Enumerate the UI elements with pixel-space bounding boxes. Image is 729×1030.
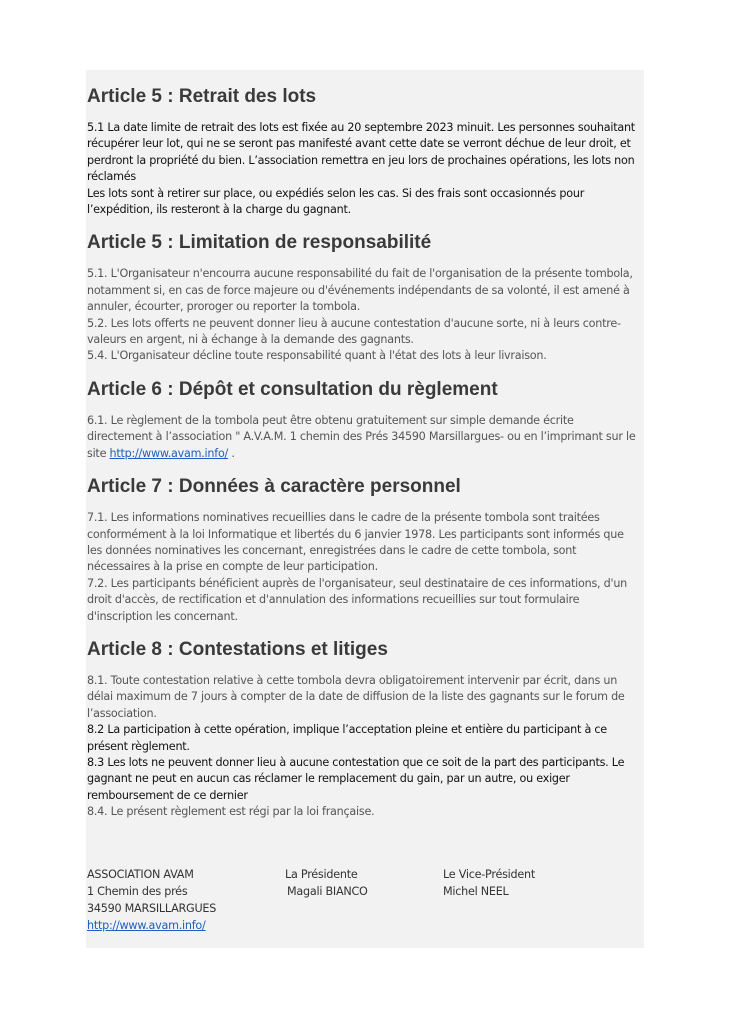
article-donnees-personnelles [87, 474, 642, 625]
paragraph-6-1 [87, 413, 642, 462]
paragraph-8-1: 8.1. Toute contestation relative à cette tombola devra obligatoirement intervenir par écrit, dans un délai maximum de 7 jours à compter de la date de diffusion de la liste des gagnants sur le forum de l’association. [87, 673, 625, 720]
paragraph-8-4: 8.4. Le présent règlement est régi par la loi française. [87, 805, 375, 819]
paragraph-8-2: 8.2 La participation à cette opération, implique l’acceptation pleine et entière du participant à ce présent règlement. [87, 723, 607, 753]
vice-president-role: Le Vice-Président [443, 868, 535, 881]
article-limitation-responsabilite [87, 230, 642, 364]
avam-website-link[interactable]: http://www.avam.info/ [109, 446, 229, 460]
president-signature [285, 866, 368, 900]
paragraph-7-1: 7.1. Les informations nominatives recueillies dans le cadre de la présente tombola sont traitées conformément à la loi Informatique et libertés du 6 janvier 1978. Les participants sont informés que les données nominatives les concernant, enregistrées dans le cadre de cette tombola, sont nécessaires à la prise en compte de leur participation. [87, 511, 624, 574]
paragraph-6-1-text: 6.1. Le règlement de la tombola peut être obtenu gratuitement sur simple demande écrite directement à l’association " A.V.A.M. 1 chemin des Prés 34590 Marsillargues- ou en l’imprimant sur le site [87, 413, 636, 460]
article-title: Article 6 : Dépôt et consultation du règlement [87, 378, 498, 400]
president-role: La Présidente [285, 868, 358, 881]
article-retrait-des-lots [87, 84, 642, 218]
association-street: 1 Chemin des prés [87, 885, 188, 898]
article-depot-consultation [87, 377, 642, 462]
association-address [87, 866, 216, 934]
paragraph-5-1-responsabilite: 5.1. L'Organisateur n'encourra aucune responsabilité du fait de l'organisation de la présente tombola, notamment si, en cas de force majeure ou d'événements indépendants de sa volonté, il est amené à annuler, écourter, proroger ou reporter la tombola. [87, 267, 633, 314]
article-title: Article 7 : Données à caractère personnel [87, 476, 461, 498]
president-name: Magali BIANCO [287, 885, 368, 898]
vice-president-name: Michel NEEL [443, 885, 509, 898]
association-name: ASSOCIATION AVAM [87, 868, 194, 881]
article-title: Article 5 : Retrait des lots [87, 86, 317, 107]
paragraph-8-3: 8.3 Les lots ne peuvent donner lieu à aucune contestation que ce soit de la part des participants. Le gagnant ne peut en aucun cas réclamer le remplacement du gain, par un autre, ou exiger remboursement de ce dernier [87, 755, 625, 802]
article-contestations-litiges [87, 637, 642, 821]
paragraph-7-2: 7.2. Les participants bénéficient auprès de l'organisateur, seul destinataire de ces informations, d'un droit d'accès, de rectification et d'annulation des informations recueillies sur tout formulaire d'inscription les concernant. [87, 576, 628, 623]
document-content [87, 84, 642, 821]
paragraph-5-4: 5.4. L'Organisateur décline toute responsabilité quant à l'état des lots à leur livraison. [87, 349, 547, 363]
paragraph-5-2: 5.2. Les lots offerts ne peuvent donner lieu à aucune contestation d'aucune sorte, ni à leurs contre-valeurs en argent, ni à échange à la demande des gagnants. [87, 316, 621, 347]
paragraph-6-1-end: . [228, 446, 235, 460]
paragraph-5-1-retrait: 5.1 La date limite de retrait des lots est fixée au 20 septembre 2023 minuit. Les personnes souhaitant récupérer leur lot, qui ne se seront pas manifesté avant cette date se verront déchue de leur droit, et perdront la propriété du bien. L’association remettra en jeu lors de prochaines opérations, les lots non réclamés [87, 121, 635, 184]
association-city: 34590 MARSILLARGUES [87, 902, 217, 915]
article-title: Article 5 : Limitation de responsabilité [87, 232, 432, 254]
article-title: Article 8 : Contestations et litiges [87, 638, 388, 660]
vice-president-signature [443, 866, 535, 900]
paragraph-lots-retrait: Les lots sont à retirer sur place, ou expédiés selon les cas. Si des frais sont occasionnés pour l’expédition, ils resteront à la charge du gagnant. [87, 186, 585, 217]
association-website-link[interactable]: http://www.avam.info/ [87, 919, 206, 932]
